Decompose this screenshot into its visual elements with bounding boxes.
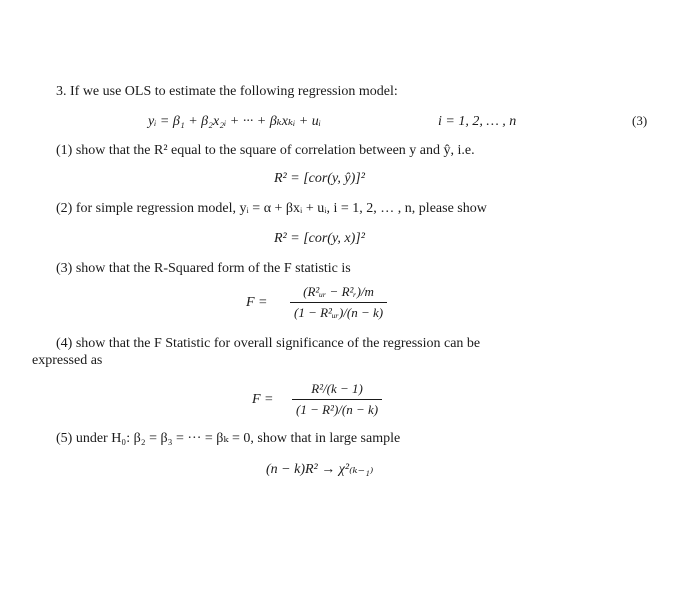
part-5-text: (5) under H₀: β₂ = β₃ = ··· = βₖ = 0, show that in large sample <box>56 431 401 446</box>
index-range: i = 1, 2, … , n <box>438 114 517 129</box>
part-3-numerator: (R²ᵤᵣ − R²ᵣ)/m <box>290 284 387 303</box>
part-2-text: (2) for simple regression model, yᵢ = α + βxᵢ + uᵢ, i = 1, 2, … , n, please show <box>56 201 487 216</box>
model-equation: yᵢ = β₁ + β₂x₂ᵢ + ··· + βₖxₖᵢ + uᵢ <box>148 114 321 129</box>
part-5-equation: (n − k)R² → χ²₍ₖ₋₁₎ <box>266 462 374 477</box>
part-3-text: (3) show that the R-Squared form of the F statistic is <box>56 261 351 276</box>
part-3-denominator: (1 − R²ᵤᵣ)/(n − k) <box>294 305 384 320</box>
part-4-lhs: F = <box>252 392 274 407</box>
part-4-text-line1: (4) show that the F Statistic for overall significance of the regression can be <box>56 336 481 351</box>
part-4-denominator: (1 − R²)/(n − k) <box>296 402 379 417</box>
part-4-fraction <box>292 381 382 418</box>
problem-intro: 3. If we use OLS to estimate the following regression model: <box>56 84 398 99</box>
marks-label: (3) <box>632 113 648 128</box>
part-1-equation: R² = [cor(y, ŷ)]² <box>274 171 365 186</box>
part-3-lhs: F = <box>246 295 268 310</box>
part-3-fraction <box>290 284 387 321</box>
part-4-numerator: R²/(k − 1) <box>292 381 382 400</box>
part-4-text-line2: expressed as <box>32 353 103 368</box>
part-1-text: (1) show that the R² equal to the square of correlation between y and ŷ, i.e. <box>56 143 475 158</box>
part-2-equation: R² = [cor(y, x)]² <box>274 231 365 246</box>
